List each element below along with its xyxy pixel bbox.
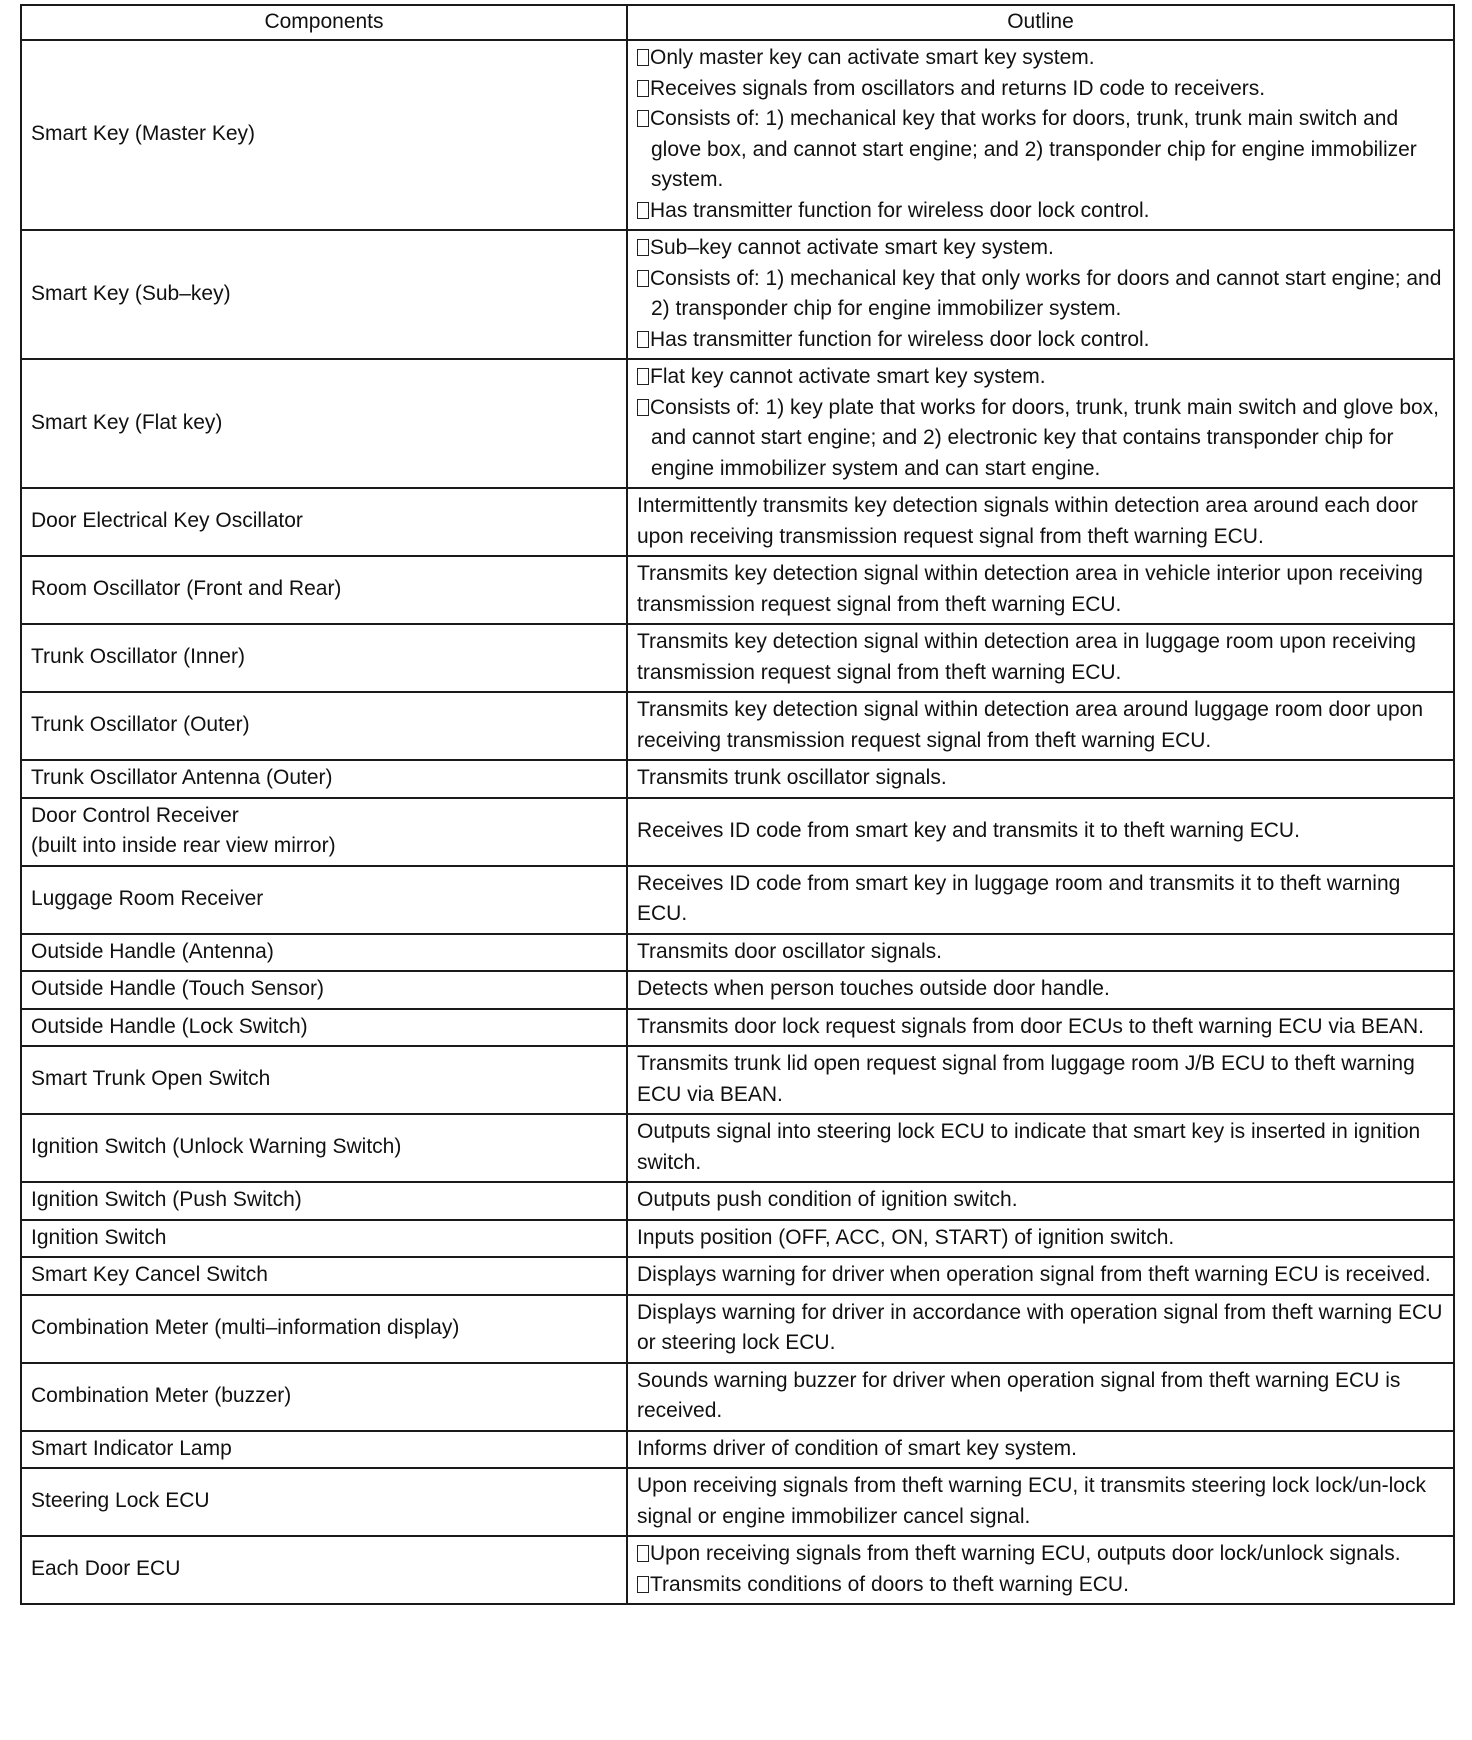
table-row: [21, 798, 1454, 866]
table-row: [21, 1431, 1454, 1469]
checkbox-bullet-icon: [637, 399, 649, 416]
header-outline: Outline: [627, 5, 1454, 40]
outline-cell: [627, 359, 1454, 488]
outline-cell: Displays warning for driver when operation signal from theft warning ECU is received.: [627, 1257, 1454, 1295]
table-row: [21, 1363, 1454, 1431]
checkbox-bullet-icon: [637, 368, 649, 385]
outline-cell: Inputs position (OFF, ACC, ON, START) of ignition switch.: [627, 1220, 1454, 1258]
table-row: [21, 760, 1454, 798]
outline-cell: Transmits door lock request signals from door ECUs to theft warning ECU via BEAN.: [627, 1009, 1454, 1047]
outline-bullet: Consists of: 1) key plate that works for doors, trunk, trunk main switch and glove box, and cannot start engine; and 2) electronic key that contains transponder chip for engine immobilizer system and can start engine.: [637, 393, 1443, 485]
table-row: [21, 1046, 1454, 1114]
outline-cell: Sounds warning buzzer for driver when operation signal from theft warning ECU is received.: [627, 1363, 1454, 1431]
outline-cell: Displays warning for driver in accordance with operation signal from theft warning ECU or steering lock ECU.: [627, 1295, 1454, 1363]
table-row: [21, 934, 1454, 972]
outline-bullet: Only master key can activate smart key system.: [637, 43, 1443, 74]
checkbox-bullet-icon: [637, 1576, 649, 1593]
component-cell: Smart Key (Flat key): [21, 359, 627, 488]
checkbox-bullet-icon: [637, 270, 649, 287]
outline-cell: Transmits key detection signal within detection area in vehicle interior upon receiving transmission request signal from theft warning ECU.: [627, 556, 1454, 624]
table-row: [21, 40, 1454, 230]
checkbox-bullet-icon: [637, 49, 649, 66]
outline-cell: Transmits key detection signal within detection area in luggage room upon receiving transmission request signal from theft warning ECU.: [627, 624, 1454, 692]
components-table-wrapper: [20, 4, 1453, 1605]
outline-cell: Transmits trunk lid open request signal from luggage room J/B ECU to theft warning ECU via BEAN.: [627, 1046, 1454, 1114]
outline-cell: [627, 230, 1454, 359]
outline-cell: [627, 1536, 1454, 1604]
outline-cell: [627, 40, 1454, 230]
outline-cell: Detects when person touches outside door handle.: [627, 971, 1454, 1009]
checkbox-bullet-icon: [637, 110, 649, 127]
checkbox-bullet-icon: [637, 331, 649, 348]
table-row: [21, 1009, 1454, 1047]
outline-bullet: Transmits conditions of doors to theft warning ECU.: [637, 1570, 1443, 1601]
component-note: (built into inside rear view mirror): [31, 834, 336, 857]
outline-bullet: Upon receiving signals from theft warning ECU, outputs door lock/unlock signals.: [637, 1539, 1443, 1570]
table-row: [21, 866, 1454, 934]
table-row: [21, 556, 1454, 624]
component-cell: Trunk Oscillator Antenna (Outer): [21, 760, 627, 798]
outline-bullet: Has transmitter function for wireless door lock control.: [637, 325, 1443, 356]
component-cell: Combination Meter (buzzer): [21, 1363, 627, 1431]
outline-bullet: Receives signals from oscillators and returns ID code to receivers.: [637, 74, 1443, 105]
table-row: [21, 230, 1454, 359]
outline-cell: Transmits key detection signal within detection area around luggage room door upon receiving transmission request signal from theft warning ECU.: [627, 692, 1454, 760]
component-cell: Trunk Oscillator (Inner): [21, 624, 627, 692]
component-cell: Door Electrical Key Oscillator: [21, 488, 627, 556]
outline-bullet: Has transmitter function for wireless door lock control.: [637, 196, 1443, 227]
component-cell: Smart Trunk Open Switch: [21, 1046, 627, 1114]
component-cell: Ignition Switch: [21, 1220, 627, 1258]
component-cell: [21, 798, 627, 866]
component-cell: Luggage Room Receiver: [21, 866, 627, 934]
table-row: [21, 971, 1454, 1009]
component-cell: Outside Handle (Antenna): [21, 934, 627, 972]
table-row: [21, 359, 1454, 488]
checkbox-bullet-icon: [637, 80, 649, 97]
table-row: [21, 1114, 1454, 1182]
outline-cell: Transmits door oscillator signals.: [627, 934, 1454, 972]
table-row: [21, 1220, 1454, 1258]
outline-cell: Outputs push condition of ignition switch.: [627, 1182, 1454, 1220]
table-row: [21, 624, 1454, 692]
outline-bullet: Consists of: 1) mechanical key that only works for doors and cannot start engine; and 2) transponder chip for engine immobilizer system.: [637, 264, 1443, 325]
table-row: [21, 1295, 1454, 1363]
outline-cell: Intermittently transmits key detection signals within detection area around each door upon receiving transmission request signal from theft warning ECU.: [627, 488, 1454, 556]
component-cell: Ignition Switch (Unlock Warning Switch): [21, 1114, 627, 1182]
outline-bullet: Consists of: 1) mechanical key that works for doors, trunk, trunk main switch and glove box, and cannot start engine; and 2) transponder chip for engine immobilizer system.: [637, 104, 1443, 196]
outline-cell: Informs driver of condition of smart key system.: [627, 1431, 1454, 1469]
component-cell: Smart Key (Sub–key): [21, 230, 627, 359]
header-components: Components: [21, 5, 627, 40]
checkbox-bullet-icon: [637, 239, 649, 256]
component-cell: Outside Handle (Touch Sensor): [21, 971, 627, 1009]
table-row: [21, 1536, 1454, 1604]
outline-bullet: Flat key cannot activate smart key system.: [637, 362, 1443, 393]
checkbox-bullet-icon: [637, 202, 649, 219]
table-row: [21, 1257, 1454, 1295]
table-row: [21, 1182, 1454, 1220]
component-name: Door Control Receiver: [31, 803, 239, 827]
component-cell: Trunk Oscillator (Outer): [21, 692, 627, 760]
component-cell: Outside Handle (Lock Switch): [21, 1009, 627, 1047]
component-cell: Smart Indicator Lamp: [21, 1431, 627, 1469]
checkbox-bullet-icon: [637, 1545, 649, 1562]
component-cell: Each Door ECU: [21, 1536, 627, 1604]
outline-cell: Outputs signal into steering lock ECU to indicate that smart key is inserted in ignition switch.: [627, 1114, 1454, 1182]
component-cell: Room Oscillator (Front and Rear): [21, 556, 627, 624]
outline-cell: Receives ID code from smart key and transmits it to theft warning ECU.: [627, 798, 1454, 866]
outline-cell: Upon receiving signals from theft warning ECU, it transmits steering lock lock/un-lock signal or engine immobilizer cancel signal.: [627, 1468, 1454, 1536]
table-row: [21, 692, 1454, 760]
table-header-row: [21, 5, 1454, 40]
component-cell: Ignition Switch (Push Switch): [21, 1182, 627, 1220]
table-row: [21, 1468, 1454, 1536]
component-cell: Smart Key (Master Key): [21, 40, 627, 230]
outline-bullet: Sub–key cannot activate smart key system.: [637, 233, 1443, 264]
outline-cell: Receives ID code from smart key in luggage room and transmits it to theft warning ECU.: [627, 866, 1454, 934]
component-cell: Combination Meter (multi–information display): [21, 1295, 627, 1363]
table-row: [21, 488, 1454, 556]
component-cell: Smart Key Cancel Switch: [21, 1257, 627, 1295]
components-table: [20, 4, 1455, 1605]
component-cell: Steering Lock ECU: [21, 1468, 627, 1536]
outline-cell: Transmits trunk oscillator signals.: [627, 760, 1454, 798]
